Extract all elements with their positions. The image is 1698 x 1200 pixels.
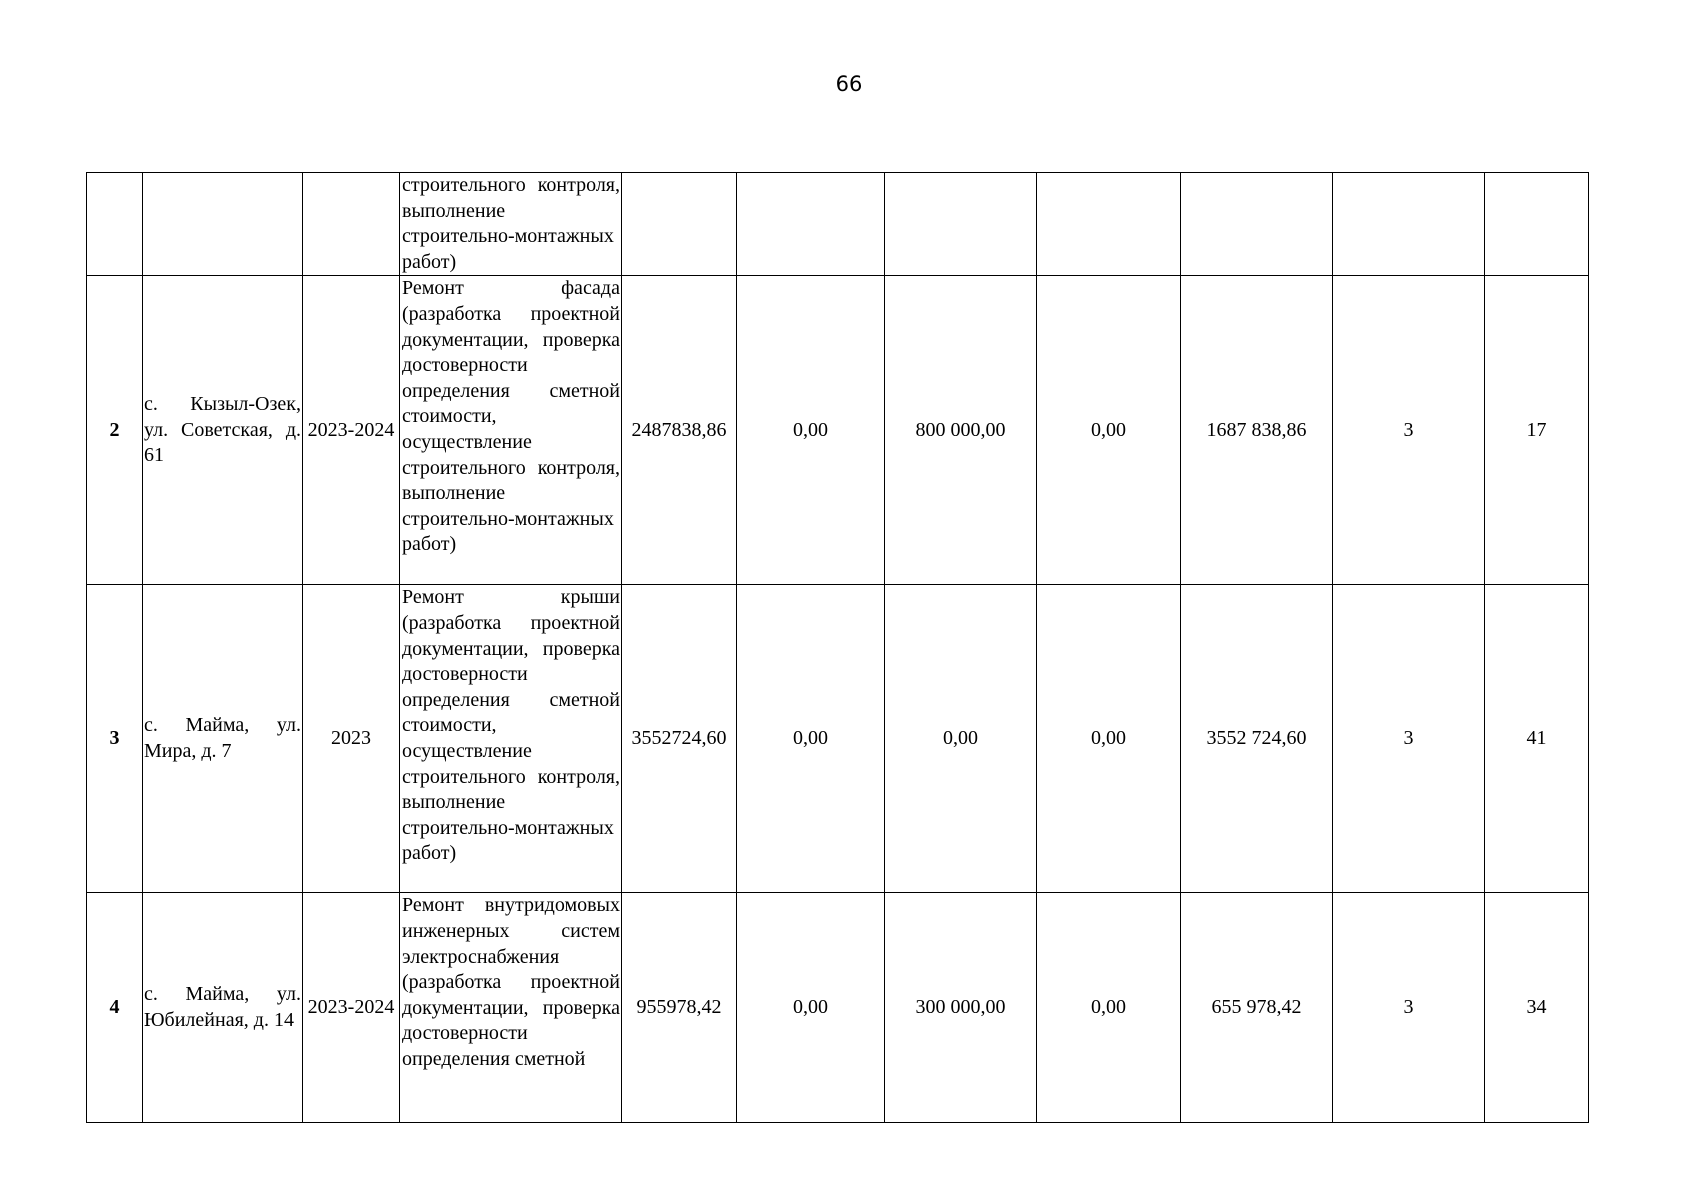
count-cell-1: 3: [1333, 893, 1485, 1123]
amount-cell-2: 300 000,00: [885, 893, 1037, 1123]
amount-cell-3: [1037, 173, 1181, 276]
amount-cell-2: 800 000,00: [885, 276, 1037, 585]
count-cell-1: [1333, 173, 1485, 276]
amount-cell-4: 3552 724,60: [1181, 585, 1333, 893]
address-cell: с. Майма, ул. Мира, д. 7: [143, 585, 303, 893]
work-description-cell: строительного контроля, выполнение строительно-монтажных работ): [400, 173, 622, 276]
amount-cell-1: 0,00: [737, 893, 885, 1123]
table-row: [87, 585, 1589, 893]
address-cell: [143, 173, 303, 276]
amount-cell-1: [737, 173, 885, 276]
table-row: [87, 276, 1589, 585]
amount-cell-3: 0,00: [1037, 585, 1181, 893]
count-cell-2: 34: [1485, 893, 1589, 1123]
amount-cell-4: [1181, 173, 1333, 276]
work-description-cell: Ремонт фасада (разработка проектной документации, проверка достоверности определения сметной стоимости, осуществление строительного контроля, выполнение строительно-монтажных работ): [400, 276, 622, 585]
table-row: [87, 893, 1589, 1123]
total-cost-cell: 2487838,86: [622, 276, 737, 585]
years-cell: 2023: [303, 585, 400, 893]
amount-cell-2: [885, 173, 1037, 276]
amount-cell-1: 0,00: [737, 276, 885, 585]
amount-cell-3: 0,00: [1037, 276, 1181, 585]
page-number: 66: [835, 72, 863, 96]
amount-cell-4: 655 978,42: [1181, 893, 1333, 1123]
amount-cell-1: 0,00: [737, 585, 885, 893]
work-description-cell: Ремонт крыши (разработка проектной документации, проверка достоверности определения сметной стоимости, осуществление строительного контроля, выполнение строительно-монтажных работ): [400, 585, 622, 893]
years-cell: 2023-2024: [303, 276, 400, 585]
address-cell: с. Кызыл-Озек, ул. Советская, д. 61: [143, 276, 303, 585]
count-cell-2: 41: [1485, 585, 1589, 893]
count-cell-2: [1485, 173, 1589, 276]
count-cell-2: 17: [1485, 276, 1589, 585]
row-number: 4: [87, 893, 143, 1123]
total-cost-cell: 3552724,60: [622, 585, 737, 893]
row-number: 3: [87, 585, 143, 893]
work-description-cell: Ремонт внутридомовых инженерных систем электроснабжения (разработка проектной документации, проверка достоверности определения сметной: [400, 893, 622, 1123]
total-cost-cell: [622, 173, 737, 276]
count-cell-1: 3: [1333, 585, 1485, 893]
amount-cell-3: 0,00: [1037, 893, 1181, 1123]
total-cost-cell: 955978,42: [622, 893, 737, 1123]
amount-cell-4: 1687 838,86: [1181, 276, 1333, 585]
row-number: [87, 173, 143, 276]
address-cell: с. Майма, ул. Юбилейная, д. 14: [143, 893, 303, 1123]
amount-cell-2: 0,00: [885, 585, 1037, 893]
row-number: 2: [87, 276, 143, 585]
count-cell-1: 3: [1333, 276, 1485, 585]
years-cell: 2023-2024: [303, 893, 400, 1123]
works-table: [86, 172, 1589, 1123]
table-row: [87, 173, 1589, 276]
years-cell: [303, 173, 400, 276]
